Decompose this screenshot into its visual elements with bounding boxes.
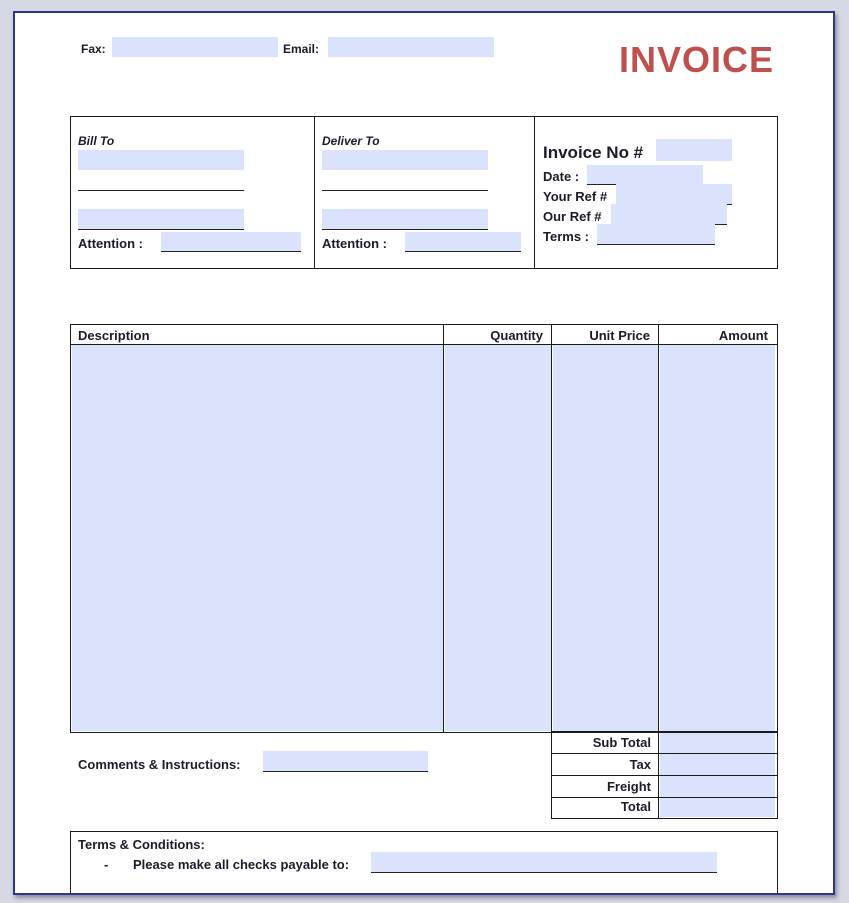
your-ref-field[interactable] — [616, 184, 732, 205]
comments-field[interactable] — [263, 751, 428, 772]
bill-to-heading: Bill To — [78, 134, 115, 148]
email-label: Email: — [283, 42, 320, 56]
date-label: Date : — [543, 169, 580, 184]
our-ref-field[interactable] — [611, 204, 727, 225]
terms-bullet: - — [104, 857, 109, 872]
comments-label: Comments & Instructions: — [78, 757, 241, 772]
items-col-divider-2 — [551, 324, 552, 733]
totals-row-line-3 — [551, 797, 778, 798]
tax-label: Tax — [629, 757, 651, 772]
our-ref-label: Our Ref # — [543, 209, 602, 224]
col-header-description: Description — [78, 328, 150, 343]
col-header-quantity: Quantity — [490, 328, 543, 343]
items-header-divider — [70, 344, 778, 345]
your-ref-label: Your Ref # — [543, 189, 608, 204]
bill-to-line-2[interactable] — [78, 170, 244, 191]
deliver-to-attention-field[interactable] — [405, 232, 521, 252]
bill-to-line-4[interactable] — [78, 209, 244, 230]
deliver-to-line-3[interactable] — [322, 190, 488, 210]
items-col-divider-1 — [443, 324, 444, 733]
invoice-page — [13, 11, 835, 895]
email-field[interactable] — [328, 37, 494, 57]
invoice-no-field[interactable] — [656, 139, 732, 161]
bill-to-attention-label: Attention : — [78, 236, 143, 251]
col-header-unit-price: Unit Price — [589, 328, 650, 343]
fax-field[interactable] — [112, 37, 278, 57]
invoice-no-label: Invoice No # — [543, 143, 644, 162]
address-divider-1 — [314, 116, 315, 269]
terms-item-1: Please make all checks payable to: — [133, 857, 350, 872]
deliver-to-attention-label: Attention : — [322, 236, 387, 251]
items-col-divider-3 — [658, 324, 659, 733]
terms-heading: Terms & Conditions: — [78, 837, 205, 852]
deliver-to-line-4[interactable] — [322, 209, 488, 230]
invoice-title: INVOICE — [619, 39, 775, 80]
bill-to-line-1[interactable] — [78, 150, 244, 170]
totals-row-line-2 — [551, 775, 778, 776]
subtotal-label: Sub Total — [592, 735, 651, 750]
address-divider-2 — [534, 116, 535, 269]
fax-label: Fax: — [81, 42, 106, 56]
deliver-to-line-2[interactable] — [322, 170, 488, 191]
total-label: Total — [620, 799, 651, 814]
bill-to-attention-field[interactable] — [161, 232, 301, 252]
deliver-to-line-1[interactable] — [322, 150, 488, 170]
quantity-column-field[interactable] — [445, 345, 551, 731]
totals-row-line-1 — [551, 753, 778, 754]
deliver-to-heading: Deliver To — [322, 134, 380, 148]
terms-label: Terms : — [543, 229, 589, 244]
date-field[interactable] — [587, 165, 703, 185]
description-column-field[interactable] — [72, 345, 443, 731]
freight-label: Freight — [606, 779, 651, 794]
payable-to-field[interactable] — [371, 852, 717, 873]
amount-column-field[interactable] — [660, 345, 775, 731]
unit-price-column-field[interactable] — [553, 345, 658, 731]
bill-to-line-3[interactable] — [78, 190, 244, 210]
col-header-amount: Amount — [718, 328, 768, 343]
terms-field[interactable] — [597, 224, 715, 245]
